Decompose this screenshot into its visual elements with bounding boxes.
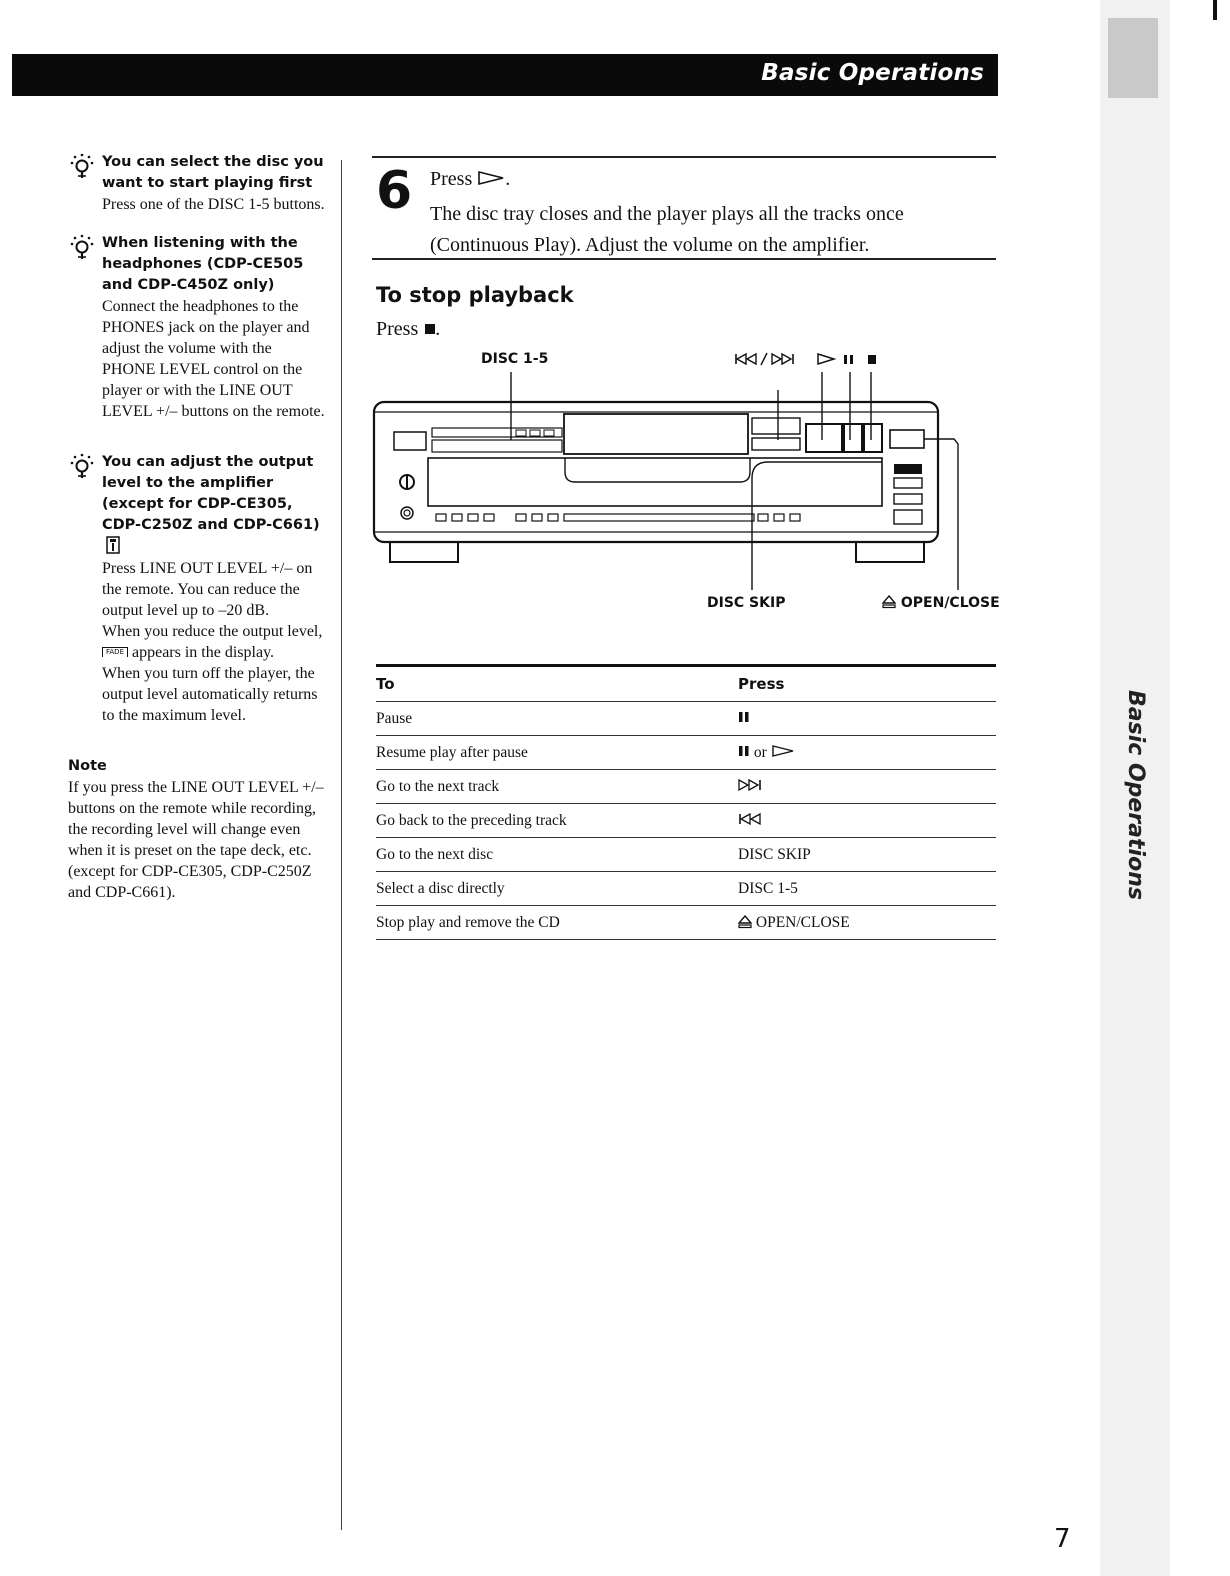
page-number: 7	[1054, 1524, 1071, 1554]
table-row	[376, 838, 996, 872]
stop-instruction: Press .	[376, 318, 441, 340]
operations-table	[376, 664, 996, 940]
play-icon	[771, 745, 795, 757]
press-open-close: OPEN/CLOSE	[755, 914, 850, 931]
cell-to: Pause	[376, 710, 413, 727]
stop-icon	[425, 324, 435, 334]
step-description: The disc tray closes and the player plays all the tracks once (Continuous Play). Adjust the volume on the amplifier.	[430, 203, 904, 256]
tip-heading: When listening with the headphones (CDP-CE505 and CDP-C450Z only)	[102, 235, 304, 293]
cell-press	[738, 744, 795, 762]
pause-icon	[738, 711, 750, 723]
cell-to: Go to the next track	[376, 778, 500, 795]
side-tab-label: Basic Operations	[1123, 690, 1148, 900]
tip-body: Press one of the DISC 1-5 buttons.	[102, 196, 325, 213]
next-track-icon	[738, 779, 766, 791]
tip-body-1: Press LINE OUT LEVEL +/– on the remote. You can reduce the output level up to –20 dB.	[102, 560, 313, 619]
step-press-label: Press	[430, 168, 473, 190]
lightbulb-icon	[68, 233, 96, 261]
stop-press-label: Press	[376, 318, 419, 340]
tip-output-level	[68, 452, 328, 726]
table-row	[376, 736, 996, 770]
cell-to: Select a disc directly	[376, 880, 505, 897]
table-row	[376, 872, 996, 906]
eject-icon	[738, 915, 752, 929]
divider	[372, 156, 996, 158]
tip-body-3: When you turn off the player, the output level automatically returns to the maximum level.	[102, 665, 318, 724]
table-row	[376, 770, 996, 804]
cell-press	[738, 710, 750, 728]
lightbulb-icon	[68, 152, 96, 180]
tip-heading	[102, 452, 328, 558]
label-disc-skip: DISC SKIP	[707, 595, 786, 611]
cell-press: DISC SKIP	[738, 846, 811, 863]
label-disc-1-5: DISC 1-5	[481, 351, 549, 367]
note-heading: Note	[68, 758, 107, 774]
side-tab	[1113, 690, 1153, 910]
tip-body: Connect the headphones to the PHONES jack on the player and adjust the volume with the PHONE LEVEL control on the player or with the LINE OUT LEVEL +/– buttons on the remote.	[102, 298, 325, 420]
corner-mark	[1213, 0, 1217, 20]
table-row	[376, 804, 996, 838]
prev-track-icon	[738, 813, 766, 825]
tip-heading-text: You can adjust the output level to the amplifier (except for CDP-CE305, CDP-C250Z and CDP-C661)	[102, 454, 320, 533]
col-header-to: To	[376, 675, 395, 693]
tip-body-2a: When you reduce the output level,	[102, 623, 323, 640]
tip-select-disc	[68, 152, 328, 215]
header-title: Basic Operations	[761, 60, 984, 86]
press-or: or	[753, 744, 767, 761]
step-press-line: Press .	[430, 168, 511, 190]
label-open-close-text: OPEN/CLOSE	[900, 595, 1000, 611]
cell-to: Go to the next disc	[376, 846, 494, 863]
tip-heading: You can select the disc you want to start playing first	[102, 154, 324, 191]
label-open-close	[882, 595, 1000, 611]
remote-icon	[106, 536, 120, 554]
divider	[372, 258, 996, 260]
lightbulb-icon	[68, 452, 96, 480]
note-body: If you press the LINE OUT LEVEL +/– buttons on the remote while recording, the recording level will change even when it is preset on the tape deck, etc. (except for CDP-CE305, CDP-C250Z and CDP-C661).	[68, 779, 324, 901]
cell-press: DISC 1-5	[738, 880, 798, 897]
tip-headphones	[68, 233, 328, 422]
cell-press	[738, 914, 850, 932]
cell-press	[738, 812, 766, 830]
tip-body-2	[102, 621, 328, 663]
tip-body-2b: appears in the display.	[132, 644, 275, 661]
fade-indicator-icon: FADE	[102, 647, 128, 657]
cell-to: Resume play after pause	[376, 744, 528, 761]
eject-icon	[882, 595, 896, 609]
table-row	[376, 702, 996, 736]
section-heading: To stop playback	[376, 283, 574, 307]
cell-to: Stop play and remove the CD	[376, 914, 560, 931]
header-bar	[12, 54, 998, 96]
tips-column	[68, 152, 328, 903]
cell-to: Go back to the preceding track	[376, 812, 567, 829]
cd-player-illustration	[370, 350, 970, 590]
play-icon	[477, 170, 505, 186]
cell-press	[738, 778, 766, 796]
step-number: 6	[376, 161, 413, 221]
table-row	[376, 906, 996, 940]
column-divider	[341, 160, 342, 1530]
step-text	[430, 164, 990, 261]
side-strip-texture	[1108, 18, 1158, 98]
table-header-row	[376, 664, 996, 702]
pause-icon	[738, 745, 750, 757]
col-header-press: Press	[738, 675, 785, 693]
